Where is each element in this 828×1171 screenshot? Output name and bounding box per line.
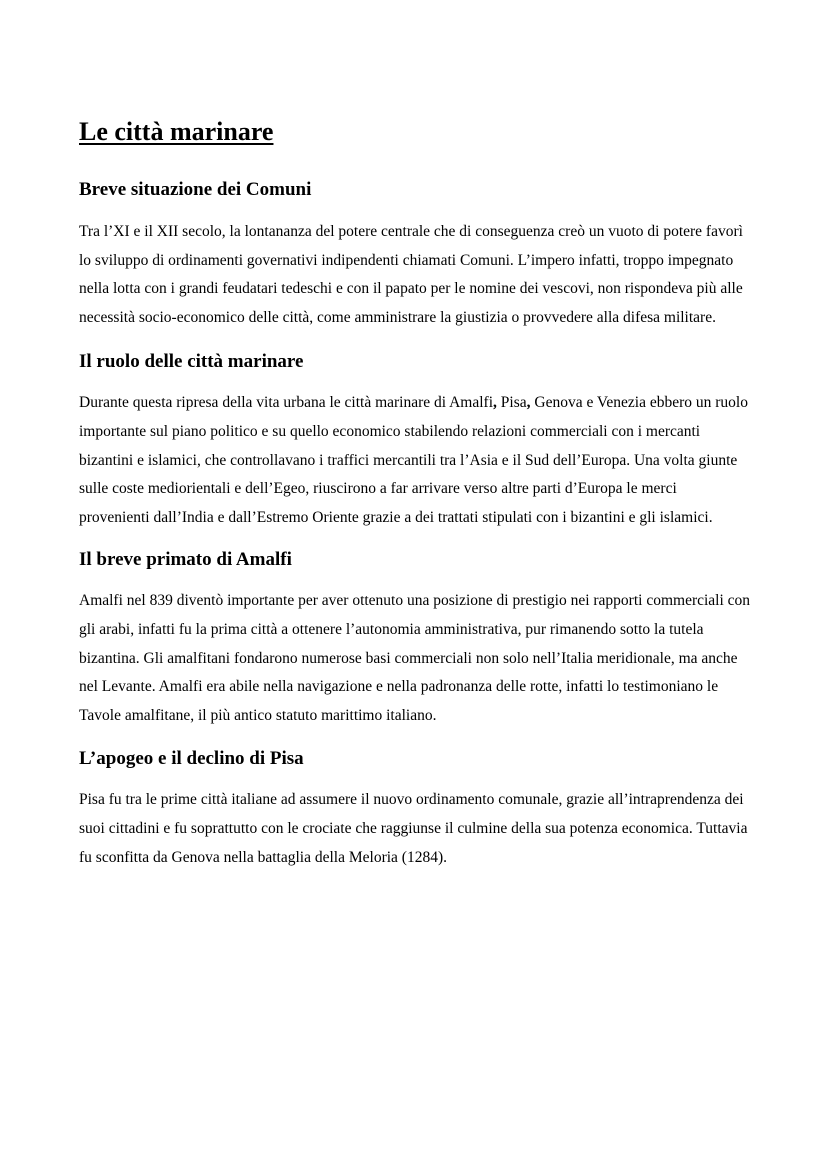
paragraph-ruolo-part: Pisa [500, 394, 527, 412]
section-heading-pisa: L’apogeo e il declino di Pisa [79, 748, 304, 770]
paragraph-pisa: Pisa fu tra le prime città italiane ad assumere il nuovo ordinamento comunale, grazie all’intraprendenza dei suoi cittadini e fu soprattutto con le crociate che raggiunse il culmine della sua potenza economica. Tuttavia fu sconfitta da Genova nella battaglia della Meloria (1284). [79, 791, 748, 866]
document-page [79, 112, 751, 872]
paragraph-ruolo [79, 389, 751, 532]
bold-comma: , [526, 394, 535, 412]
paragraph-comuni: Tra l’XI e il XII secolo, la lontananza del potere centrale che di conseguenza creò un vuoto di potere favorì lo sviluppo di ordinamenti governativi indipendenti chiamati Comuni. L’impero infatti, troppo impegnato nella lotta con i grandi feudatari tedeschi e con il papato per le nomine dei vescovi, non rispondeva più alle necessità socio-economico delle città, come amministrare la giustizia o provvedere alla difesa militare. [79, 223, 743, 326]
section-heading-ruolo: Il ruolo delle città marinare [79, 351, 304, 373]
paragraph-ruolo-part: Genova e Venezia ebbero un ruolo importante sul piano politico e su quello economico stabilendo relazioni commerciali con i mercanti bizantini e islamici, che controllavano i traffici mercantili tra l’Asia e il Sud dell’Europa. Una volta giunte sulle coste mediorientali e dell’Egeo, riuscirono a far arrivare verso altre parti d’Europa le merci provenienti dall’India e dall’Estremo Oriente grazie a dei trattati stipulati con i bizantini e gli islamici. [79, 394, 748, 526]
bold-comma: , [493, 394, 501, 412]
paragraph-amalfi: Amalfi nel 839 diventò importante per aver ottenuto una posizione di prestigio nei rapporti commerciali con gli arabi, infatti fu la prima città a ottenere l’autonomia amministrativa, pur rimanendo sotto la tutela bizantina. Gli amalfitani fondarono numerose basi commerciali non solo nell’Italia meridionale, ma anche nel Levante. Amalfi era abile nella navigazione e nella padronanza delle rotte, infatti lo testimoniano le Tavole amalfitane, il più antico statuto marittimo italiano. [79, 592, 751, 724]
section-heading-amalfi: Il breve primato di Amalfi [79, 549, 292, 571]
page-title: Le città marinare [79, 117, 274, 146]
paragraph-ruolo-part: Durante questa ripresa della vita urbana le città marinare di Amalfi [79, 394, 494, 412]
section-heading-comuni: Breve situazione dei Comuni [79, 179, 312, 200]
